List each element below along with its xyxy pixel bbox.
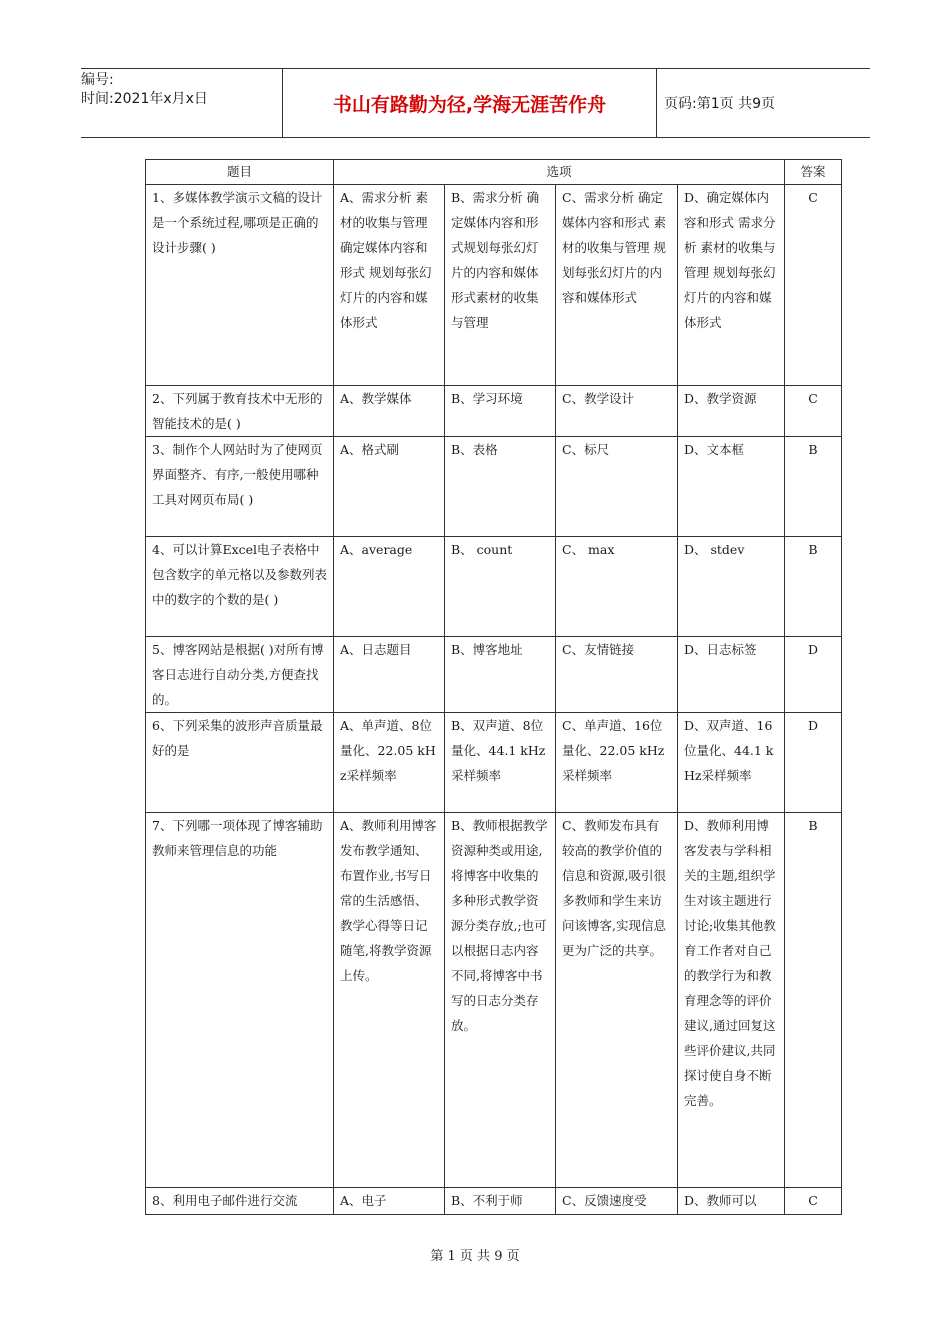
question-cell: 3、制作个人网站时为了使网页界面整齐、有序,一般使用哪种工具对网页布局( ) xyxy=(146,437,334,537)
header-question: 题目 xyxy=(146,160,334,185)
option-b-cell: B、双声道、8位量化、44.1 kHz采样频率 xyxy=(445,713,556,813)
option-d-cell: D、确定媒体内容和形式 需求分析 素材的收集与管理 规划每张幻灯片的内容和媒体形式 xyxy=(678,185,785,386)
header-page-code: 页码:第1页 共9页 xyxy=(664,96,775,112)
option-c-cell: C、标尺 xyxy=(556,437,678,537)
question-cell: 8、利用电子邮件进行交流 xyxy=(146,1188,334,1215)
question-cell: 1、多媒体教学演示文稿的设计是一个系统过程,哪项是正确的设计步骤( ) xyxy=(146,185,334,386)
option-c-cell: C、反馈速度受 xyxy=(556,1188,678,1215)
question-cell: 7、下列哪一项体现了博客辅助教师来管理信息的功能 xyxy=(146,813,334,1188)
document-date: 时间:2021年x月x日 xyxy=(81,91,208,107)
page-header xyxy=(81,68,870,138)
quiz-table xyxy=(145,159,842,1215)
table-row xyxy=(146,713,842,813)
option-b-cell: B、表格 xyxy=(445,437,556,537)
table-row xyxy=(146,185,842,386)
answer-cell: C xyxy=(785,1188,842,1215)
answer-cell: B xyxy=(785,813,842,1188)
question-cell: 6、下列采集的波形声音质量最好的是 xyxy=(146,713,334,813)
option-b-cell: B、需求分析 确定媒体内容和形式规划每张幻灯片的内容和媒体形式素材的收集与管理 xyxy=(445,185,556,386)
option-d-cell: D、双声道、16位量化、44.1 kHz采样频率 xyxy=(678,713,785,813)
option-c-cell: C、需求分析 确定媒体内容和形式 素材的收集与管理 规划每张幻灯片的内容和媒体形式 xyxy=(556,185,678,386)
option-c-cell: C、教学设计 xyxy=(556,386,678,437)
table-header-row xyxy=(146,160,842,185)
table-row xyxy=(146,1188,842,1215)
option-d-cell: D、教师利用博客发表与学科相关的主题,组织学生对该主题进行讨论;收集其他教育工作者对自己的教学行为和教育理念等的评价建议,通过回复这些评价建议,共同探讨使自身不断完善。 xyxy=(678,813,785,1188)
option-d-cell: D、教学资源 xyxy=(678,386,785,437)
option-a-cell: A、教学媒体 xyxy=(334,386,445,437)
page-footer: 第 1 页 共 9 页 xyxy=(430,1249,520,1264)
table-row xyxy=(146,813,842,1188)
option-b-cell: B、博客地址 xyxy=(445,637,556,713)
option-c-cell: C、 max xyxy=(556,537,678,637)
question-cell: 2、下列属于教育技术中无形的智能技术的是( ) xyxy=(146,386,334,437)
option-c-cell: C、友情链接 xyxy=(556,637,678,713)
option-a-cell: A、日志题目 xyxy=(334,637,445,713)
header-meta xyxy=(81,69,281,139)
option-a-cell: A、格式刷 xyxy=(334,437,445,537)
answer-cell: D xyxy=(785,713,842,813)
option-a-cell: A、单声道、8位量化、22.05 kHz采样频率 xyxy=(334,713,445,813)
option-a-cell: A、average xyxy=(334,537,445,637)
table-row xyxy=(146,537,842,637)
document-number-label: 编号: xyxy=(81,72,114,88)
answer-cell: D xyxy=(785,637,842,713)
option-b-cell: B、不利于师 xyxy=(445,1188,556,1215)
header-answer: 答案 xyxy=(785,160,842,185)
option-c-cell: C、单声道、16位量化、22.05 kHz采样频率 xyxy=(556,713,678,813)
header-options: 选项 xyxy=(334,160,785,185)
option-a-cell: A、教师利用博客发布教学通知、布置作业,书写日常的生活感悟、教学心得等日记随笔,将教学资源上传。 xyxy=(334,813,445,1188)
option-d-cell: D、日志标签 xyxy=(678,637,785,713)
answer-cell: B xyxy=(785,437,842,537)
option-b-cell: B、教师根据教学资源种类或用途,将博客中收集的多种形式教学资源分类存放,;也可以根据日志内容不同,将博客中书写的日志分类存放。 xyxy=(445,813,556,1188)
question-cell: 4、可以计算Excel电子表格中包含数字的单元格以及参数列表中的数字的个数的是( ) xyxy=(146,537,334,637)
option-d-cell: D、文本框 xyxy=(678,437,785,537)
table-row xyxy=(146,386,842,437)
table-row xyxy=(146,437,842,537)
answer-cell: C xyxy=(785,386,842,437)
table-row xyxy=(146,637,842,713)
option-b-cell: B、学习环境 xyxy=(445,386,556,437)
option-a-cell: A、电子 xyxy=(334,1188,445,1215)
answer-cell: B xyxy=(785,537,842,637)
question-cell: 5、博客网站是根据( )对所有博客日志进行自动分类,方便查找的。 xyxy=(146,637,334,713)
header-motto: 书山有路勤为径,学海无涯苦作舟 xyxy=(282,69,657,137)
option-d-cell: D、 stdev xyxy=(678,537,785,637)
answer-cell: C xyxy=(785,185,842,386)
option-b-cell: B、 count xyxy=(445,537,556,637)
option-c-cell: C、教师发布具有较高的教学价值的信息和资源,吸引很多教师和学生来访问该博客,实现信息更为广泛的共享。 xyxy=(556,813,678,1188)
option-a-cell: A、需求分析 素材的收集与管理 确定媒体内容和形式 规划每张幻灯片的内容和媒体形式 xyxy=(334,185,445,386)
option-d-cell: D、教师可以 xyxy=(678,1188,785,1215)
